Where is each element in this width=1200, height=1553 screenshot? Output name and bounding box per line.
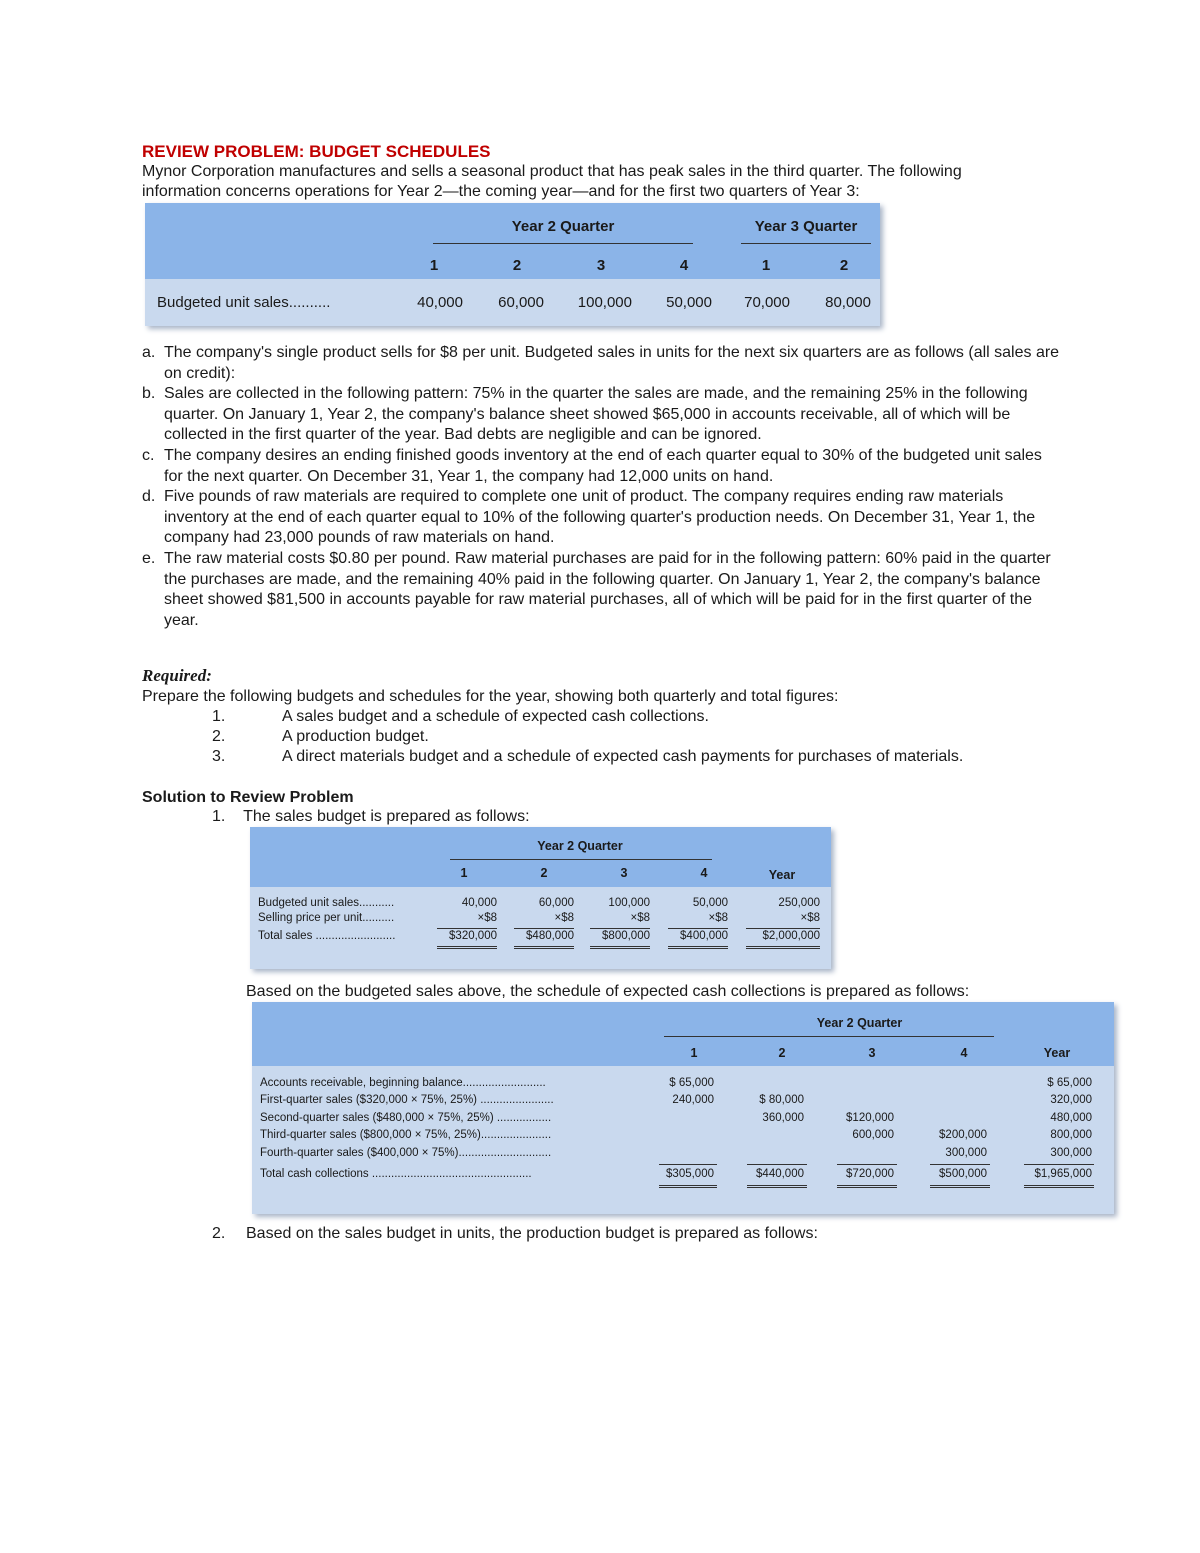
- document-page: REVIEW PROBLEM: BUDGET SCHEDULES Mynor Corporation manufactures and sells a seasonal product that has peak sales in the third quarter. The following information concerns operations for Year 2—the coming year—and for the first two quarters of Year 3: Year 2 Quarter Year 3 Quarter 1 2 3 4 1 2 Budgeted unit sales.......... 40,000 60,000 100,000 50,000 70,000 80,000 a. The company's single product sells for $8 per unit. Budgeted sales in units for the next six quarters are as follows (all sales are on credit): b. Sales are collected in the following pattern: 75% in the quarter the sales are made, and the remaining 25% in the following quarter. On January 1, Year 2, the company's balance sheet showed $65,000 in accounts receivable, all of which will be collected in the first quarter of the year. Bad debts are negligible and can be ignored. c. The company desires an ending finished goods inventory at the end of each quarter equal to 30% of the budgeted unit sales for the next quarter. On December 31, Year 1, the company had 12,000 units on hand. d. Five pounds of raw materials are required to complete one unit of product. The company requires ending raw materials inventory at the end of each quarter equal to 10% of the following quarter's production needs. On December 31, Year 1, the company had 23,000 pounds of raw materials on hand. e. The raw material costs $0.80 per pound. Raw material purchases are paid for in the following pattern: 60% paid in the quarter the purchases are made, and the remaining 40% paid in the following quarter. On January 1, Year 2, the company's balance sheet showed $81,500 in accounts payable for raw material purchases, all of which will be paid for in the first quarter of the year. Required: Prepare the following budgets and schedules for the year, showing both quarterly and total figures: 1. A sales budget and a schedule of expected cash collections. 2. A production budget. 3. A direct materials budget and a schedule of expected cash payments for purchases of materials. Solution to Review Problem 1. The sales budget is prepared as follows: Year 2 Quarter 1 2 3 4 Year Budgeted unit sales........... Selling price per unit.......... Total sales ......................... 40,000 60,000 100,000 50,000 250,000 ×$8 ×$8 ×$8 ×$8 ×$8 $320,000 $480,000 $800,000 $400,000 $2,000,000 Based on the budgeted sales above, the schedule of expected cash collections is prepared as follows: Year 2 Quarter 1 2 3 4 Year Accounts receivable, beginning balance.......................... First-quarter sales ($320,000 × 75%, 25%) ....................... Second-quarter sales ($480,000 × 75%, 25%) ................. Third-quarter sales ($800,000 × 75%, 25%)...................... Fourth-quarter sales ($400,000 × 75%)............................. Total cash collections .................................................. $ 65,000 $ 65,000 240,000 $ 80,000 320,000 360,000 $120,000 480,000 600,000 $200,000 800,000 300,000 300,000 $305,000 $440,000 $720,000 $500,000 $1,965,000 2. Based on the sales budget in units, the production budget is prepared as follows:: [142, 141, 1062, 202]
- list-item: a. The company's single product sells for $8 per unit. Budgeted sales in units for the next six quarters are as follows (all sales are on credit):: [142, 344, 1060, 382]
- quarter-col: 2: [512, 257, 522, 274]
- table-cell: $320,000: [449, 930, 497, 942]
- table-cell: ×$8: [800, 912, 820, 924]
- table-cell: $2,000,000: [762, 930, 820, 942]
- document-title: REVIEW PROBLEM: BUDGET SCHEDULES: [142, 142, 491, 161]
- unit-sales-table: [145, 203, 880, 326]
- row-label: Total sales .........................: [258, 930, 396, 942]
- table-cell: $ 80,000: [759, 1094, 804, 1106]
- solution-heading: Solution to Review Problem: [142, 789, 354, 806]
- row-label: Selling price per unit..........: [258, 912, 395, 924]
- table-cell: 100,000: [608, 897, 650, 909]
- solution-step-1: 1. The sales budget is prepared as follows:: [212, 808, 530, 825]
- list-item: d. Five pounds of raw materials are required to complete one unit of product. The company requires ending raw materials inventory at the end of each quarter equal to 10% of the following quarter's production needs. On December 31, Year 1, the company had 23,000 pounds of raw materials on hand.: [142, 488, 1036, 547]
- table-cell: $ 65,000: [669, 1077, 714, 1089]
- column-header: 3: [620, 866, 628, 880]
- required-heading: Required:: [142, 666, 212, 685]
- required-item: 2. A production budget.: [212, 728, 429, 745]
- list-item: b. Sales are collected in the following pattern: 75% in the quarter the sales are made, and the remaining 25% in the following quarter. On January 1, Year 2, the company's balance sheet showed $65,000 in accounts receivable, all of which will be collected in the first quarter of the year. Bad debts are negligible and can be ignored.: [142, 385, 1028, 444]
- year2-quarter-header: Year 2 Quarter: [511, 218, 615, 235]
- table-cell: $720,000: [846, 1168, 894, 1180]
- sales-budget-table: [250, 827, 831, 969]
- table-cell: $200,000: [939, 1129, 987, 1141]
- column-header: 1: [460, 866, 468, 880]
- table-cell: 50,000: [692, 897, 728, 909]
- table-cell: 240,000: [672, 1094, 714, 1106]
- table-cell: ×$8: [630, 912, 650, 924]
- column-header: 4: [700, 866, 708, 880]
- required-item: 1. A sales budget and a schedule of expected cash collections.: [212, 708, 709, 725]
- quarter-col: 3: [596, 257, 606, 274]
- assumptions-list: [142, 343, 1062, 631]
- column-header: 2: [778, 1046, 786, 1060]
- intro-line-2: information concerns operations for Year 2—the coming year—and for the first two quarters of Year 3:: [142, 183, 860, 200]
- table-cell: 300,000: [1050, 1147, 1092, 1159]
- cash-collections-table: [252, 1002, 1114, 1214]
- table-cell: 800,000: [1050, 1129, 1092, 1141]
- table-cell: 600,000: [852, 1129, 894, 1141]
- table-cell: 100,000: [577, 294, 632, 311]
- table-cell: 360,000: [762, 1112, 804, 1124]
- table-cell: $400,000: [680, 930, 728, 942]
- column-header: 4: [960, 1046, 968, 1060]
- table-cell: 70,000: [744, 294, 790, 311]
- required-item: 3. A direct materials budget and a schedule of expected cash payments for purchases of materials.: [212, 748, 964, 765]
- column-header: Year: [768, 868, 796, 882]
- column-header: 3: [868, 1046, 876, 1060]
- table-cell: 60,000: [538, 897, 574, 909]
- row-label: Budgeted unit sales..........: [157, 294, 331, 311]
- table-cell: 50,000: [666, 294, 712, 311]
- year2-quarter-header: Year 2 Quarter: [537, 839, 623, 853]
- row-label: Second-quarter sales ($480,000 × 75%, 25%) .................: [260, 1112, 552, 1124]
- table-cell: $440,000: [756, 1168, 804, 1180]
- table-cell: $1,965,000: [1034, 1168, 1092, 1180]
- table-cell: $500,000: [939, 1168, 987, 1180]
- required-section: [142, 665, 964, 767]
- row-label: Third-quarter sales ($800,000 × 75%, 25%)......................: [260, 1129, 552, 1141]
- table-cell: 480,000: [1050, 1112, 1092, 1124]
- table-cell: $ 65,000: [1047, 1077, 1092, 1089]
- table-cell: $120,000: [846, 1112, 894, 1124]
- row-label: Total cash collections ..................................................: [260, 1168, 532, 1180]
- table-cell: ×$8: [477, 912, 497, 924]
- table-cell: ×$8: [708, 912, 728, 924]
- required-text: Prepare the following budgets and schedules for the year, showing both quarterly and total figures:: [142, 688, 839, 705]
- quarter-col: 1: [761, 257, 771, 274]
- quarter-col: 1: [429, 257, 439, 274]
- table-cell: 320,000: [1050, 1094, 1092, 1106]
- table-cell: 60,000: [498, 294, 544, 311]
- list-item: c. The company desires an ending finished goods inventory at the end of each quarter equal to 30% of the budgeted unit sales for the next quarter. On December 31, Year 1, the company had 12,000 units on hand.: [142, 446, 1042, 485]
- table-cell: $800,000: [602, 930, 650, 942]
- quarter-col: 2: [839, 257, 849, 274]
- intro-line-1: Mynor Corporation manufactures and sells a seasonal product that has peak sales in the third quarter. The following: [142, 163, 962, 180]
- table-cell: 40,000: [461, 897, 497, 909]
- table-cell: ×$8: [554, 912, 574, 924]
- quarter-col: 4: [679, 257, 689, 274]
- list-item: e. The raw material costs $0.80 per pound. Raw material purchases are paid for in the following pattern: 60% paid in the quarter the purchases are made, and the remaining 40% paid in the following quarter. On January 1, Year 2, the company's balance sheet showed $81,500 in accounts payable for raw material purchases, all of which will be paid for in the first quarter of the year.: [142, 549, 1051, 629]
- year2-quarter-header: Year 2 Quarter: [816, 1016, 903, 1030]
- row-label: Fourth-quarter sales ($400,000 × 75%).............................: [260, 1147, 552, 1159]
- column-header: 2: [540, 866, 548, 880]
- table-cell: 80,000: [825, 294, 871, 311]
- column-header: 1: [690, 1046, 698, 1060]
- table-cell: $480,000: [526, 930, 574, 942]
- table-cell: $305,000: [666, 1168, 714, 1180]
- solution-step-2-intro: Based on the budgeted sales above, the schedule of expected cash collections is prepared as follows:: [246, 983, 970, 1000]
- row-label: First-quarter sales ($320,000 × 75%, 25%) .......................: [260, 1094, 554, 1106]
- row-label: Budgeted unit sales...........: [258, 897, 395, 909]
- row-label: Accounts receivable, beginning balance..........................: [260, 1077, 546, 1089]
- table-cell: 250,000: [778, 897, 820, 909]
- column-header: Year: [1043, 1046, 1071, 1060]
- year3-quarter-header: Year 3 Quarter: [754, 218, 858, 235]
- table-cell: 300,000: [945, 1147, 987, 1159]
- table-cell: 40,000: [417, 294, 463, 311]
